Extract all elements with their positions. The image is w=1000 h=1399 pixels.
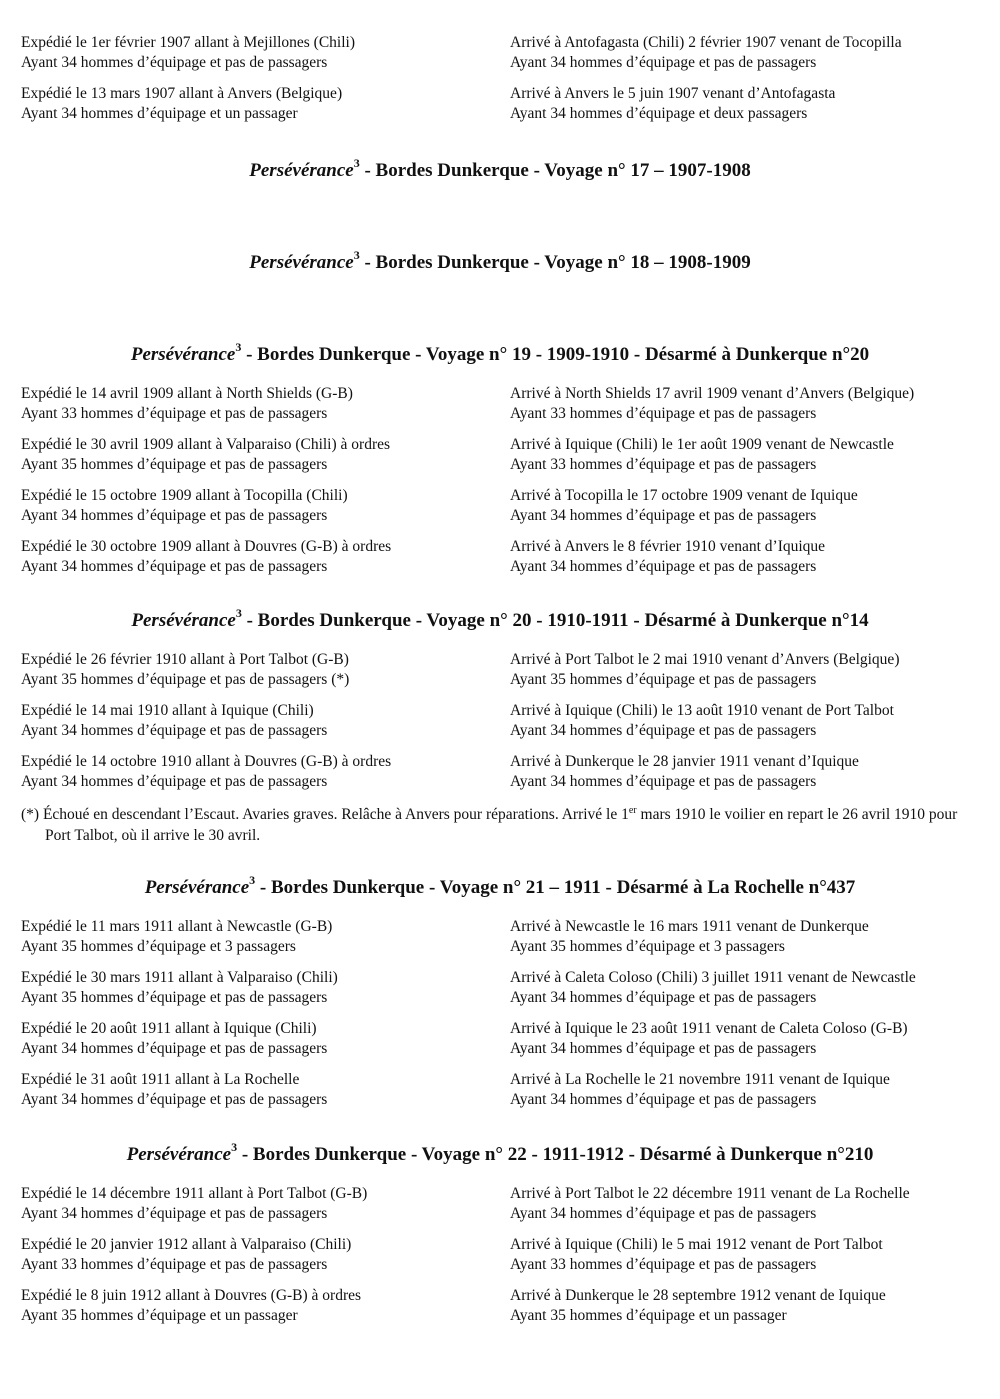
crew-line: Ayant 35 hommes d’équipage et 3 passagers <box>21 938 296 955</box>
ship-name-footnote-marker: 3 <box>235 605 242 620</box>
footnote-ordinal: er <box>628 804 637 816</box>
departure-entry <box>21 1286 361 1326</box>
arrival-entry <box>510 1286 886 1326</box>
voyage-heading-text: - Bordes Dunkerque - Voyage n° 18 – 1908-1909 <box>359 252 751 273</box>
crew-line: Ayant 34 hommes d’équipage et pas de passagers <box>510 1040 817 1057</box>
arrival-line: Arrivé à Iquique (Chili) le 5 mai 1912 venant de Port Talbot <box>510 1236 883 1253</box>
crew-line: Ayant 33 hommes d’équipage et pas de passagers <box>510 405 817 422</box>
arrival-entry <box>510 486 858 526</box>
crew-line: Ayant 34 hommes d’équipage et pas de passagers <box>510 1091 817 1108</box>
departure-entry <box>21 650 349 690</box>
voyage-leg-row <box>0 752 1000 796</box>
voyage-leg-row <box>0 1019 1000 1063</box>
ship-name: Persévérance <box>130 344 236 365</box>
crew-line: Ayant 34 hommes d’équipage et pas de passagers <box>510 54 817 71</box>
crew-line: Ayant 34 hommes d’équipage et pas de passagers <box>21 1040 328 1057</box>
ship-name: Persévérance <box>131 610 236 631</box>
departure-line: Expédié le 30 avril 1909 allant à Valparaiso (Chili) à ordres <box>21 436 391 453</box>
voyage-leg-row <box>0 701 1000 745</box>
arrival-entry <box>510 1235 883 1275</box>
departure-line: Expédié le 20 janvier 1912 allant à Valparaiso (Chili) <box>21 1236 352 1253</box>
voyage-heading-text: - Bordes Dunkerque - Voyage n° 22 - 1911-1912 - Désarmé à Dunkerque n°210 <box>237 1144 874 1165</box>
departure-line: Expédié le 14 avril 1909 allant à North Shields (G-B) <box>21 385 353 402</box>
voyage-leg-row <box>0 84 1000 128</box>
departure-line: Expédié le 15 octobre 1909 allant à Tocopilla (Chili) <box>21 487 348 504</box>
departure-line: Expédié le 14 décembre 1911 allant à Port Talbot (G-B) <box>21 1185 368 1202</box>
voyage-leg-row <box>0 486 1000 530</box>
footnote-text: mars 1910 le voilier en repart le 26 avril 1910 pour Port Talbot, où il arrive le 30 avril. <box>45 806 958 844</box>
arrival-line: Arrivé à Dunkerque le 28 janvier 1911 venant d’Iquique <box>510 753 859 770</box>
crew-line: Ayant 35 hommes d’équipage et pas de passagers <box>510 671 817 688</box>
crew-line: Ayant 34 hommes d’équipage et deux passagers <box>510 105 808 122</box>
arrival-entry <box>510 968 916 1008</box>
voyage-leg-row <box>0 435 1000 479</box>
crew-line: Ayant 33 hommes d’équipage et pas de passagers <box>21 405 328 422</box>
arrival-line: Arrivé à Port Talbot le 22 décembre 1911 venant de La Rochelle <box>510 1185 910 1202</box>
crew-line: Ayant 34 hommes d’équipage et pas de passagers <box>510 989 817 1006</box>
voyage-leg-row <box>0 1235 1000 1279</box>
arrival-line: Arrivé à Antofagasta (Chili) 2 février 1907 venant de Tocopilla <box>510 34 902 51</box>
voyage-leg-row <box>0 650 1000 694</box>
departure-line: Expédié le 31 août 1911 allant à La Rochelle <box>21 1071 300 1088</box>
arrival-entry <box>510 1019 908 1059</box>
crew-line: Ayant 33 hommes d’équipage et pas de passagers <box>510 1256 817 1273</box>
departure-line: Expédié le 26 février 1910 allant à Port Talbot (G-B) <box>21 651 349 668</box>
arrival-line: Arrivé à Anvers le 8 février 1910 venant d’Iquique <box>510 538 826 555</box>
crew-line: Ayant 34 hommes d’équipage et un passager <box>21 105 298 122</box>
arrival-entry <box>510 1070 890 1110</box>
arrival-line: Arrivé à North Shields 17 avril 1909 venant d’Anvers (Belgique) <box>510 385 915 402</box>
departure-entry <box>21 1235 351 1275</box>
crew-line: Ayant 34 hommes d’équipage et pas de passagers <box>510 773 817 790</box>
voyage-heading <box>0 872 1000 900</box>
crew-line: Ayant 34 hommes d’équipage et pas de passagers <box>21 1091 328 1108</box>
arrival-entry <box>510 650 899 690</box>
departure-entry <box>21 1184 367 1224</box>
ship-name: Persévérance <box>249 252 354 273</box>
crew-line: Ayant 33 hommes d’équipage et pas de passagers <box>510 456 817 473</box>
ship-name-footnote-marker: 3 <box>353 155 360 170</box>
footnote <box>21 804 981 846</box>
arrival-entry <box>510 84 835 124</box>
arrival-line: Arrivé à Iquique (Chili) le 1er août 1909 venant de Newcastle <box>510 436 894 453</box>
voyage-leg-row <box>0 968 1000 1012</box>
departure-line: Expédié le 8 juin 1912 allant à Douvres (G-B) à ordres <box>21 1287 362 1304</box>
crew-line: Ayant 34 hommes d’équipage et pas de passagers <box>510 558 817 575</box>
crew-line: Ayant 34 hommes d’équipage et pas de passagers <box>21 722 328 739</box>
departure-entry <box>21 701 327 741</box>
departure-entry <box>21 1019 327 1059</box>
arrival-line: Arrivé à Caleta Coloso (Chili) 3 juillet 1911 venant de Newcastle <box>510 969 916 986</box>
arrival-entry <box>510 1184 910 1224</box>
departure-line: Expédié le 1er février 1907 allant à Mejillones (Chili) <box>21 34 355 51</box>
arrival-line: Arrivé à La Rochelle le 21 novembre 1911 venant de Iquique <box>510 1071 890 1088</box>
ship-name: Persévérance <box>249 160 354 181</box>
arrival-entry <box>510 701 894 741</box>
crew-line: Ayant 34 hommes d’équipage et pas de passagers <box>21 54 328 71</box>
arrival-entry <box>510 752 859 792</box>
departure-entry <box>21 1070 327 1110</box>
voyage-heading <box>0 605 1000 633</box>
crew-line: Ayant 33 hommes d’équipage et pas de passagers <box>21 1256 328 1273</box>
departure-entry <box>21 435 390 475</box>
crew-line: Ayant 35 hommes d’équipage et pas de passagers <box>21 456 328 473</box>
voyage-heading <box>0 247 1000 275</box>
voyage-heading <box>0 1139 1000 1167</box>
crew-line: Ayant 35 hommes d’équipage et pas de passagers <box>21 989 328 1006</box>
ship-name-footnote-marker: 3 <box>231 1139 238 1154</box>
voyage-heading-text: - Bordes Dunkerque - Voyage n° 19 - 1909-1910 - Désarmé à Dunkerque n°20 <box>241 344 870 365</box>
arrival-entry <box>510 33 902 73</box>
arrival-line: Arrivé à Anvers le 5 juin 1907 venant d’Antofagasta <box>510 85 836 102</box>
arrival-line: Arrivé à Port Talbot le 2 mai 1910 venant d’Anvers (Belgique) <box>510 651 900 668</box>
voyage-heading-text: - Bordes Dunkerque - Voyage n° 17 – 1907-1908 <box>359 160 751 181</box>
arrival-entry <box>510 537 825 577</box>
footnote-text: (*) Échoué en descendant l’Escaut. Avaries graves. Relâche à Anvers pour réparations. Arrivé le 1 <box>21 806 629 823</box>
ship-name-footnote-marker: 3 <box>235 339 242 354</box>
arrival-line: Arrivé à Iquique le 23 août 1911 venant de Caleta Coloso (G-B) <box>510 1020 908 1037</box>
voyage-leg-row <box>0 1286 1000 1330</box>
voyage-leg-row <box>0 1070 1000 1114</box>
crew-line: Ayant 34 hommes d’équipage et pas de passagers <box>510 722 817 739</box>
crew-line: Ayant 34 hommes d’équipage et pas de passagers <box>510 1205 817 1222</box>
departure-line: Expédié le 14 mai 1910 allant à Iquique (Chili) <box>21 702 314 719</box>
departure-line: Expédié le 20 août 1911 allant à Iquique (Chili) <box>21 1020 317 1037</box>
departure-line: Expédié le 14 octobre 1910 allant à Douvres (G-B) à ordres <box>21 753 392 770</box>
departure-line: Expédié le 11 mars 1911 allant à Newcastle (G-B) <box>21 918 333 935</box>
departure-entry <box>21 486 348 526</box>
ship-name-footnote-marker: 3 <box>249 872 256 887</box>
crew-line: Ayant 34 hommes d’équipage et pas de passagers <box>21 507 328 524</box>
departure-entry <box>21 752 391 792</box>
departure-entry <box>21 917 332 957</box>
crew-line: Ayant 34 hommes d’équipage et pas de passagers <box>21 1205 328 1222</box>
voyage-leg-row <box>0 33 1000 77</box>
departure-entry <box>21 384 353 424</box>
departure-entry <box>21 968 338 1008</box>
voyage-leg-row <box>0 384 1000 428</box>
crew-line: Ayant 34 hommes d’équipage et pas de passagers <box>21 558 328 575</box>
arrival-line: Arrivé à Newcastle le 16 mars 1911 venant de Dunkerque <box>510 918 869 935</box>
crew-line: Ayant 35 hommes d’équipage et un passager <box>21 1307 298 1324</box>
departure-line: Expédié le 30 mars 1911 allant à Valparaiso (Chili) <box>21 969 338 986</box>
crew-line: Ayant 35 hommes d’équipage et un passager <box>510 1307 787 1324</box>
crew-line: Ayant 34 hommes d’équipage et pas de passagers <box>510 507 817 524</box>
crew-line: Ayant 35 hommes d’équipage et 3 passagers <box>510 938 785 955</box>
arrival-line: Arrivé à Iquique (Chili) le 13 août 1910 venant de Port Talbot <box>510 702 894 719</box>
departure-line: Expédié le 30 octobre 1909 allant à Douvres (G-B) à ordres <box>21 538 392 555</box>
arrival-entry <box>510 384 914 424</box>
arrival-line: Arrivé à Dunkerque le 28 septembre 1912 venant de Iquique <box>510 1287 886 1304</box>
voyage-heading-text: - Bordes Dunkerque - Voyage n° 21 – 1911 - Désarmé à La Rochelle n°437 <box>255 877 856 898</box>
arrival-entry <box>510 917 869 957</box>
voyage-heading-text: - Bordes Dunkerque - Voyage n° 20 - 1910-1911 - Désarmé à Dunkerque n°14 <box>241 610 869 631</box>
ship-name: Persévérance <box>144 877 250 898</box>
arrival-line: Arrivé à Tocopilla le 17 octobre 1909 venant de Iquique <box>510 487 858 504</box>
voyage-leg-row <box>0 917 1000 961</box>
departure-line: Expédié le 13 mars 1907 allant à Anvers (Belgique) <box>21 85 343 102</box>
departure-entry <box>21 84 342 124</box>
voyage-heading <box>0 339 1000 367</box>
departure-entry <box>21 33 355 73</box>
ship-name: Persévérance <box>126 1144 232 1165</box>
ship-name-footnote-marker: 3 <box>353 247 360 262</box>
crew-line: Ayant 34 hommes d’équipage et pas de passagers <box>21 773 328 790</box>
arrival-entry <box>510 435 894 475</box>
crew-line: Ayant 35 hommes d’équipage et pas de passagers (*) <box>21 671 350 688</box>
voyage-leg-row <box>0 537 1000 581</box>
voyage-leg-row <box>0 1184 1000 1228</box>
voyage-heading <box>0 155 1000 183</box>
departure-entry <box>21 537 391 577</box>
